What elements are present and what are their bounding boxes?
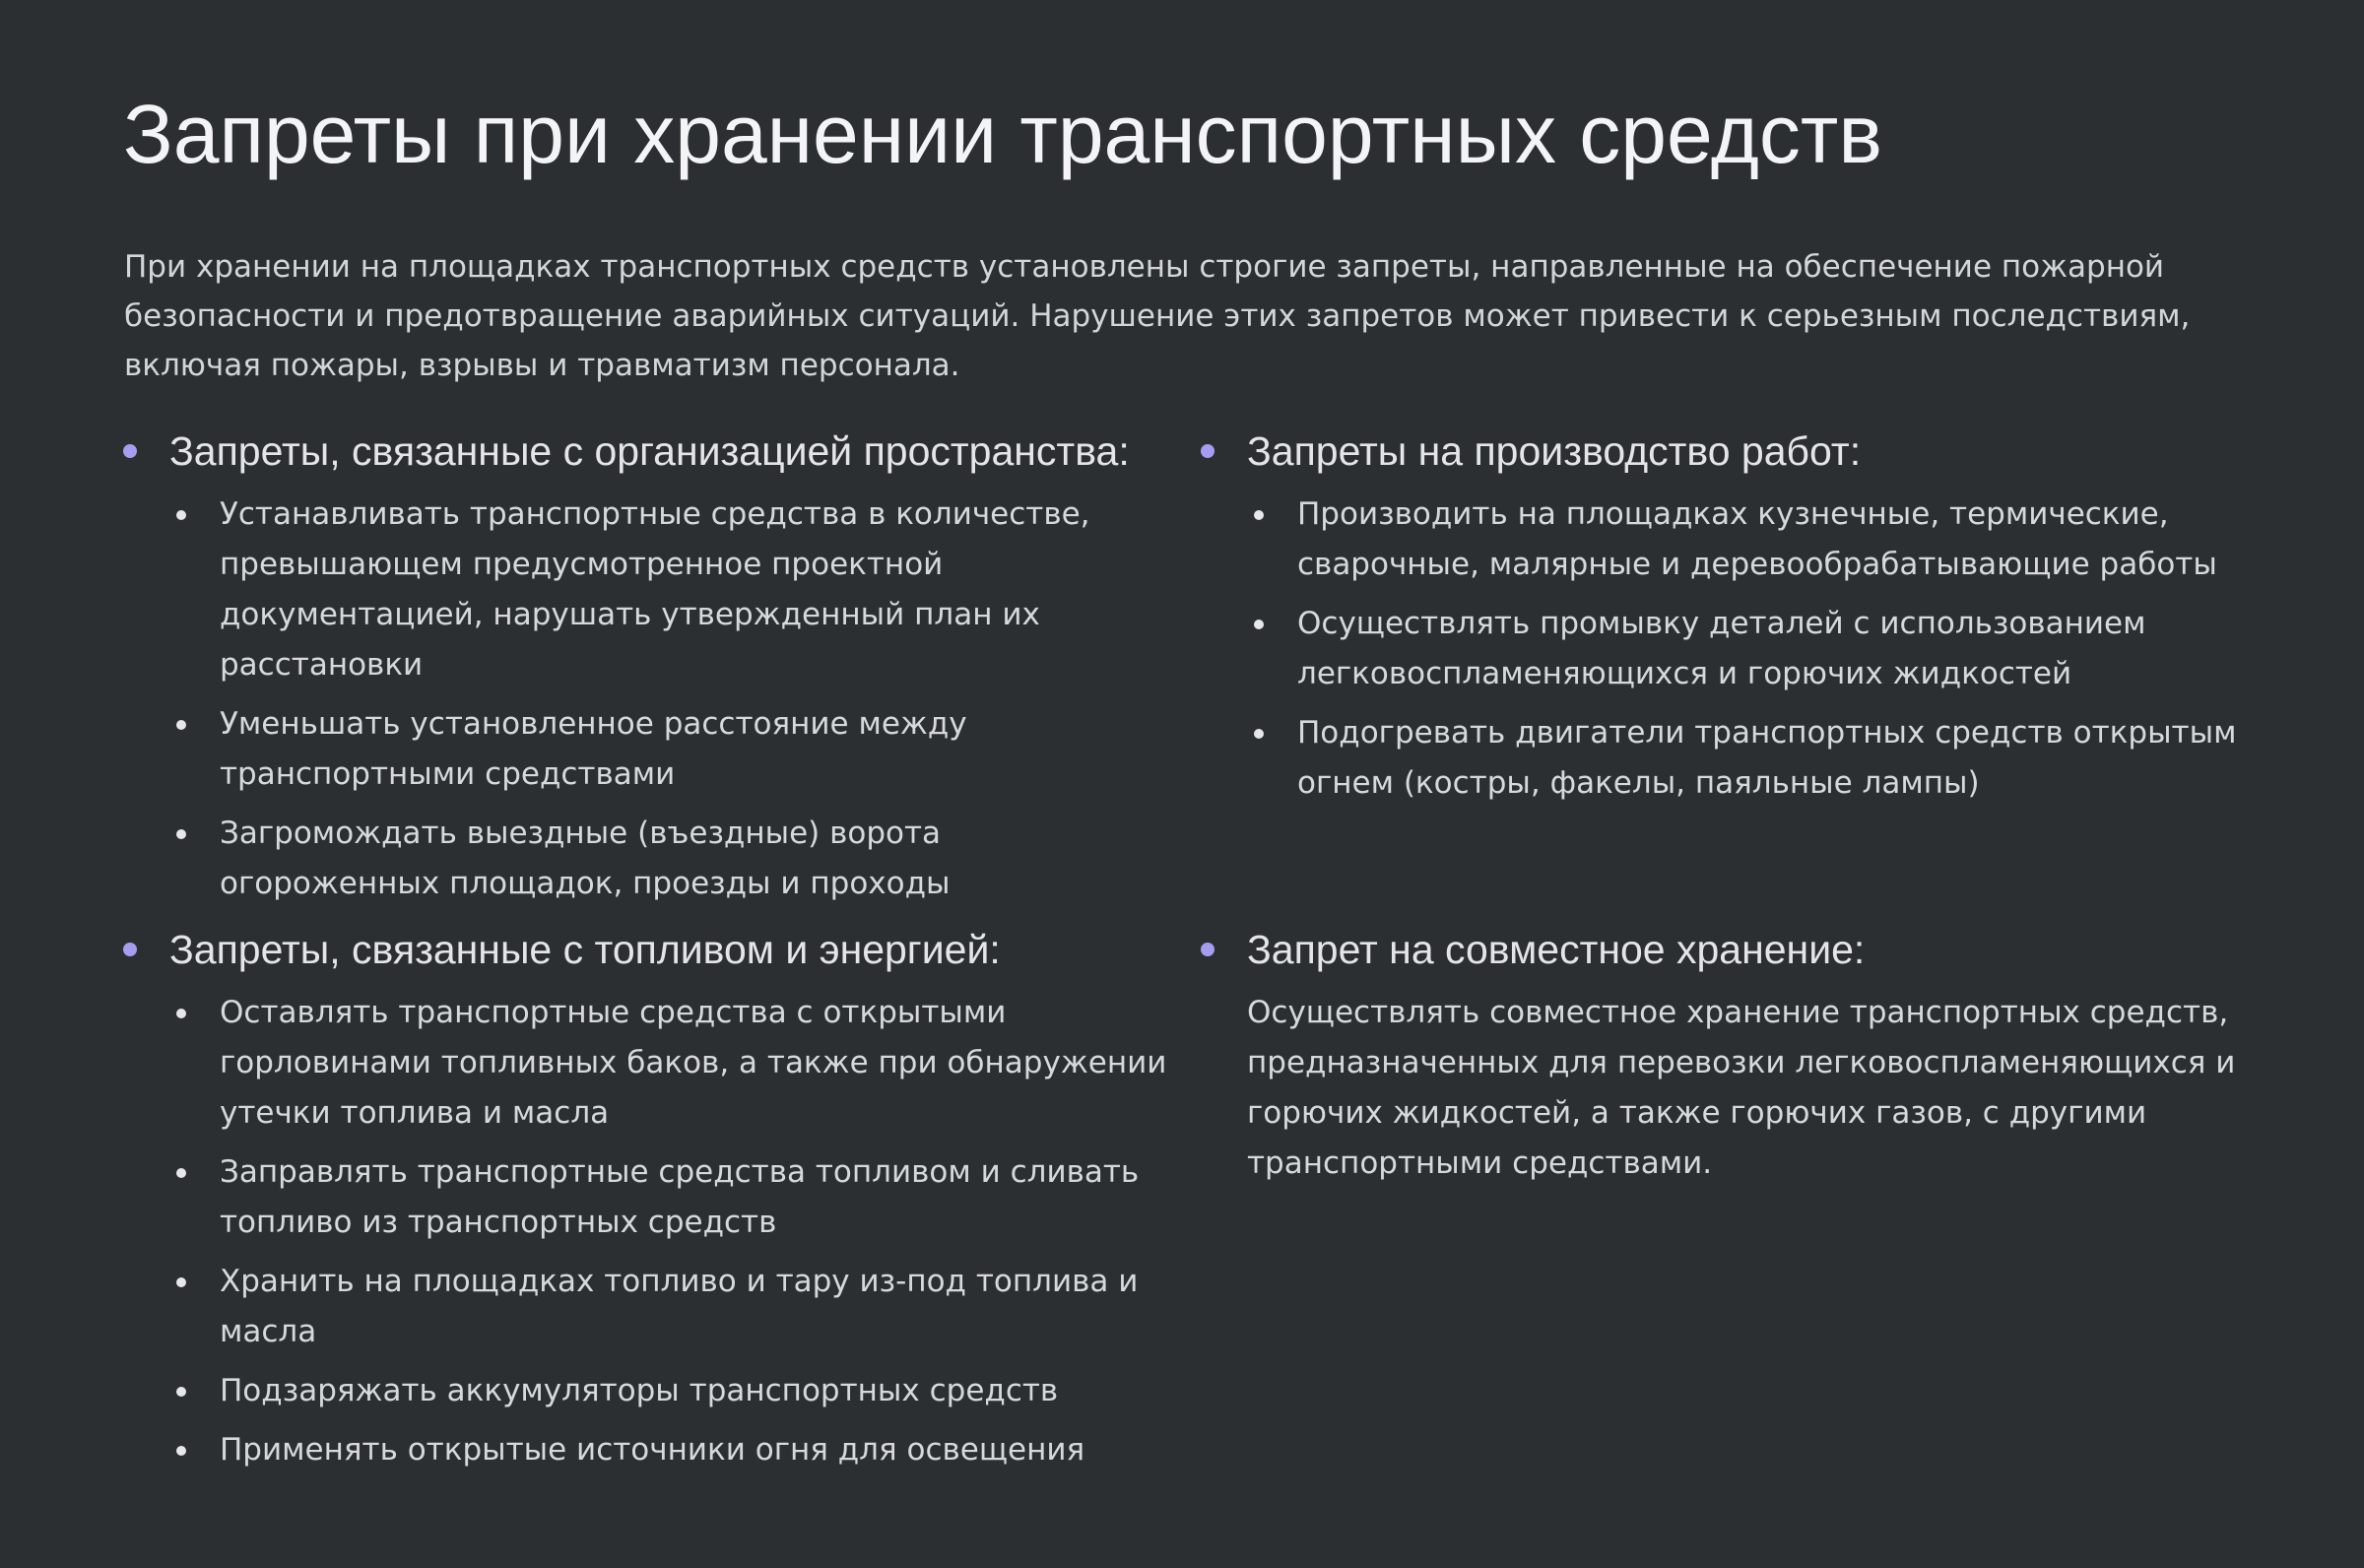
list-item-text: Осуществлять промывку деталей с использованием легковоспламеняющихся и горючих жидкостей <box>1297 606 2146 691</box>
section-bullet-icon <box>1201 444 1215 458</box>
list-item-text: Загромождать выездные (въездные) ворота огороженных площадок, проезды и проходы <box>220 816 951 901</box>
list-item <box>123 490 1167 690</box>
list-item <box>123 699 1167 800</box>
list-item <box>1201 599 2245 699</box>
bullet-icon <box>176 510 186 520</box>
bullet-icon <box>1254 729 1264 739</box>
section-heading <box>1201 922 2245 977</box>
list-item <box>123 988 1167 1139</box>
section-fuel-energy <box>123 922 1167 1484</box>
list-item <box>123 809 1167 909</box>
list-item-text: Уменьшать установленное расстояние между транспортными средствами <box>220 706 967 792</box>
intro-paragraph: При хранении на площадках транспортных средств установлены строгие запреты, направленные на обеспечение пожарной безопасности и предотвращение аварийных ситуаций. Нарушение этих запретов может привести к серьезным последствиям, включая пожары, взрывы и травматизм персонала. <box>124 249 2191 383</box>
bullet-icon <box>1254 620 1264 629</box>
bullet-icon <box>176 1387 186 1397</box>
bullet-icon <box>1254 510 1264 520</box>
bullet-icon <box>176 720 186 730</box>
section-bullet-icon <box>1201 943 1215 956</box>
list-item <box>123 1257 1167 1357</box>
section-heading-text: Запреты, связанные с организацией пространства: <box>169 428 1130 474</box>
section-heading <box>1201 424 2245 479</box>
list-item-text: Оставлять транспортные средства с открытыми горловинами топливных баков, а также при обнаружении утечки топлива и масла <box>220 995 1167 1131</box>
list-item <box>1201 708 2245 809</box>
section-joint-storage <box>1201 922 2245 1189</box>
section-text: Осуществлять совместное хранение транспортных средств, предназначенных для перевозки легковоспламеняющихся и горючих жидкостей, а также горючих газов, с другими транспортными средствами. <box>1247 995 2236 1181</box>
list-item <box>1201 490 2245 590</box>
bullet-icon <box>176 1277 186 1287</box>
list-item-text: Устанавливать транспортные средства в количестве, превышающем предусмотренное проектной документацией, нарушать утвержденный план их расстановки <box>220 496 1090 683</box>
section-bullet-icon <box>123 943 137 956</box>
section-heading <box>123 922 1167 977</box>
list-item-text: Подзаряжать аккумуляторы транспортных средств <box>220 1373 1059 1408</box>
section-heading-text: Запрет на совместное хранение: <box>1247 927 1866 972</box>
section-heading <box>123 424 1167 479</box>
list-item <box>123 1147 1167 1248</box>
list-item-text: Производить на площадках кузнечные, термические, сварочные, малярные и деревообрабатывающие работы <box>1297 496 2217 582</box>
list-item <box>123 1425 1167 1475</box>
page-title: Запреты при хранении транспортных средств <box>123 88 1882 180</box>
bullet-icon <box>176 829 186 839</box>
section-bullet-icon <box>123 444 137 458</box>
list-item-text: Заправлять транспортные средства топливом и сливать топливо из транспортных средств <box>220 1154 1140 1240</box>
section-work-operations <box>1201 424 2245 817</box>
list-item <box>123 1366 1167 1416</box>
prohibition-list <box>123 490 1167 909</box>
prohibition-list <box>123 988 1167 1475</box>
bullet-icon <box>176 1168 186 1178</box>
bullet-icon <box>176 1009 186 1018</box>
prohibition-list <box>1201 490 2245 809</box>
list-item-text: Применять открытые источники огня для освещения <box>220 1432 1085 1468</box>
bullet-icon <box>176 1446 186 1456</box>
section-space-organization <box>123 424 1167 918</box>
section-heading-text: Запреты, связанные с топливом и энергией: <box>169 927 1001 972</box>
list-item-text: Подогревать двигатели транспортных средств открытым огнем (костры, факелы, паяльные лампы) <box>1297 715 2237 801</box>
list-item-text: Хранить на площадках топливо и тару из-под топлива и масла <box>220 1264 1139 1349</box>
section-heading-text: Запреты на производство работ: <box>1247 428 1862 474</box>
